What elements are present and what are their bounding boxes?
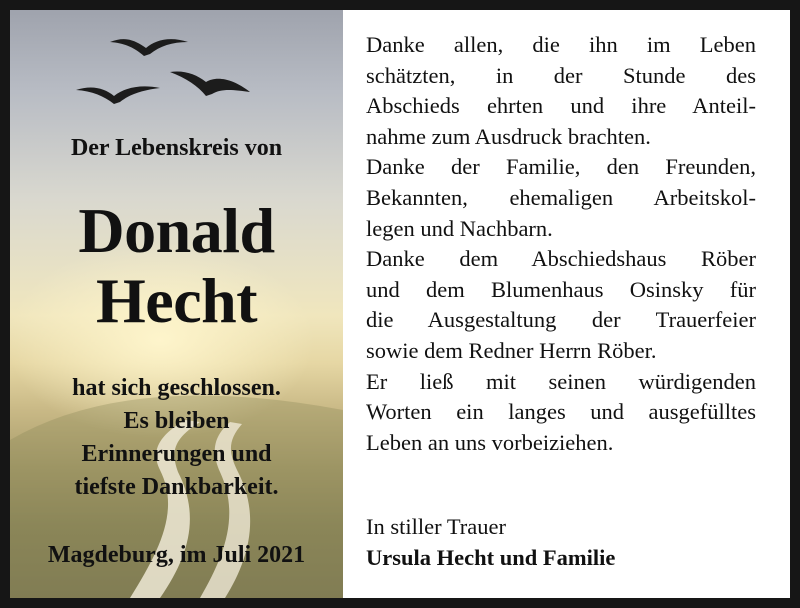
body-line: sowie dem Redner Herrn Röber.: [366, 337, 657, 363]
body-line: Leben an uns vorbeiziehen.: [366, 429, 614, 455]
body-line: Danke allen, die ihn im Leben: [366, 32, 756, 57]
thank-you-text-panel: [343, 10, 790, 598]
body-line: nahme zum Ausdruck brachten.: [366, 123, 651, 149]
place-date: Magdeburg, im Juli 2021: [47, 542, 306, 568]
body-line: Er ließ mit seinen würdigenden: [366, 368, 756, 394]
closing-line: Erinnerungen und: [81, 441, 272, 467]
signature-intro: In stiller Trauer: [366, 514, 506, 539]
closing-text: [10, 372, 343, 504]
memorial-image-panel: [10, 10, 343, 598]
body-line: und dem Blumenhaus Osinsky für: [366, 276, 756, 302]
intro-text: Der Lebenskreis von: [70, 135, 283, 161]
deceased-first-name: Donald: [78, 195, 275, 266]
body-line: Danke dem Abschiedshaus Röber: [366, 246, 756, 272]
body-line: Worten ein langes und ausgefülltes: [366, 399, 756, 425]
deceased-last-name: Hecht: [96, 265, 257, 336]
closing-line: tiefste Dankbarkeit.: [74, 474, 279, 500]
body-line: schätzten, in der Stunde des: [366, 62, 756, 88]
body-line: die Ausgestaltung der Trauerfeier: [366, 307, 756, 333]
thank-you-body: [366, 30, 756, 458]
body-line: Bekannten, ehemaligen Arbeitskol-: [366, 184, 756, 210]
body-line: Abschieds ehrten und ihre Anteil-: [366, 93, 756, 119]
closing-line: hat sich geschlossen.: [72, 375, 281, 401]
birds-icon: [76, 39, 250, 104]
closing-line: Es bleiben: [123, 408, 230, 434]
body-line: legen und Nachbarn.: [366, 215, 553, 241]
signature-names: Ursula Hecht und Familie: [366, 545, 616, 570]
body-line: Danke der Familie, den Freunden,: [366, 154, 756, 180]
